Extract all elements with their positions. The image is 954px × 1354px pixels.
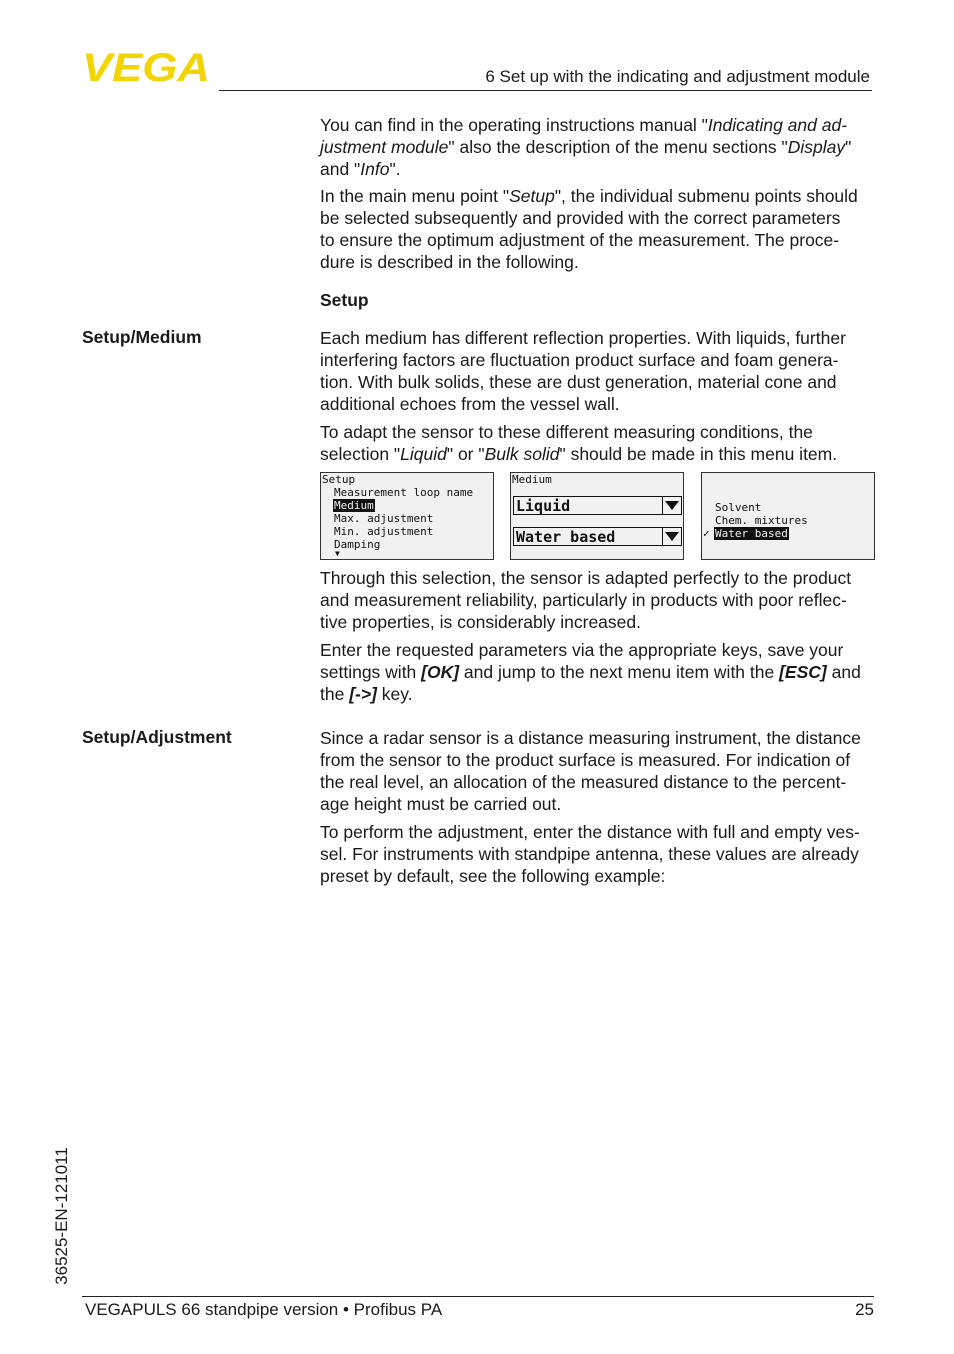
- side-label-adjustment: Setup/Adjustment: [82, 727, 232, 747]
- esc-key: [ESC]: [779, 662, 827, 682]
- adjustment-paragraph-1: Since a radar sensor is a distance measuring instrument, the distance from the sensor to the product surface is measured. For indication of the real level, an allocation of the measured distance to the percent- age height must be carried out.: [320, 728, 861, 814]
- screen-setup-menu: [320, 472, 494, 560]
- side-label-medium: Setup/Medium: [82, 327, 202, 347]
- vega-logo: [82, 50, 212, 84]
- scroll-down-icon: ▼: [335, 549, 340, 558]
- screen-medium: [510, 472, 684, 560]
- menu-item[interactable]: Damping: [334, 538, 381, 551]
- footer-divider: [82, 1296, 874, 1297]
- menu-item[interactable]: Max. adjustment: [334, 512, 434, 525]
- footer-product-name: VEGAPULS 66 standpipe version • Profibus PA: [85, 1300, 443, 1319]
- dropdown-value: Water based: [516, 528, 616, 546]
- option-item-selected[interactable]: Water based: [715, 527, 788, 540]
- page-number: 25: [855, 1300, 874, 1319]
- chevron-down-icon[interactable]: [662, 528, 681, 545]
- chevron-down-icon[interactable]: [662, 497, 681, 514]
- menu-item[interactable]: Min. adjustment: [334, 525, 434, 538]
- adjustment-paragraph-2: To perform the adjustment, enter the distance with full and empty ves- sel. For instruments with standpipe antenna, these values are already preset by default, see the following example:: [320, 822, 860, 886]
- option-item[interactable]: Solvent: [715, 501, 762, 514]
- document-id: 36525-EN-121011: [52, 1147, 71, 1285]
- menu-item[interactable]: Measurement loop name: [334, 486, 474, 499]
- check-icon: ✓: [703, 527, 710, 540]
- medium-paragraph-3: Through this selection, the sensor is adapted perfectly to the product and measurement reliability, particularly in products with poor reflec- tive properties, is considerably increased.: [320, 568, 852, 632]
- ok-key: [OK]: [421, 662, 460, 682]
- setup-heading: Setup: [320, 290, 369, 310]
- menu-item-selected[interactable]: Medium: [334, 499, 374, 512]
- section-title: 6 Set up with the indicating and adjustment module: [485, 67, 870, 86]
- dropdown-value: Liquid: [516, 497, 571, 515]
- intro-paragraph-1: You can find in the operating instructions manual "Indicating and ad- justment module" also the description of the menu sections "Display" and "Info".: [320, 115, 852, 179]
- medium-paragraph-2: To adapt the sensor to these different measuring conditions, the selection "Liquid" or "Bulk solid" should be made in this menu item.: [320, 422, 838, 464]
- logo-text: VEGA: [82, 50, 210, 84]
- screen-title: Medium: [512, 473, 552, 486]
- screen-medium-options: [701, 472, 875, 560]
- arrow-key: [->]: [349, 684, 377, 704]
- medium-subtype-dropdown[interactable]: [513, 527, 682, 546]
- intro-paragraph-2: In the main menu point "Setup", the individual submenu points should be selected subsequently and provided with the correct parameters to ensure the optimum adjustment of the measurement. The proce- dure is described in the following.: [320, 186, 858, 272]
- medium-type-dropdown[interactable]: [513, 496, 682, 515]
- header-divider: [219, 90, 872, 91]
- screen-title: Setup: [322, 473, 356, 486]
- medium-paragraph-4: Enter the requested parameters via the appropriate keys, save your settings with [OK] and jump to the next menu item with the [ESC] and the [->] key.: [320, 640, 861, 704]
- option-item[interactable]: Chem. mixtures: [715, 514, 808, 527]
- medium-paragraph-1: Each medium has different reflection properties. With liquids, further interfering factors are fluctuation product surface and foam genera- tion. With bulk solids, these are dust generation, material cone and additional echoes from the vessel wall.: [320, 328, 846, 414]
